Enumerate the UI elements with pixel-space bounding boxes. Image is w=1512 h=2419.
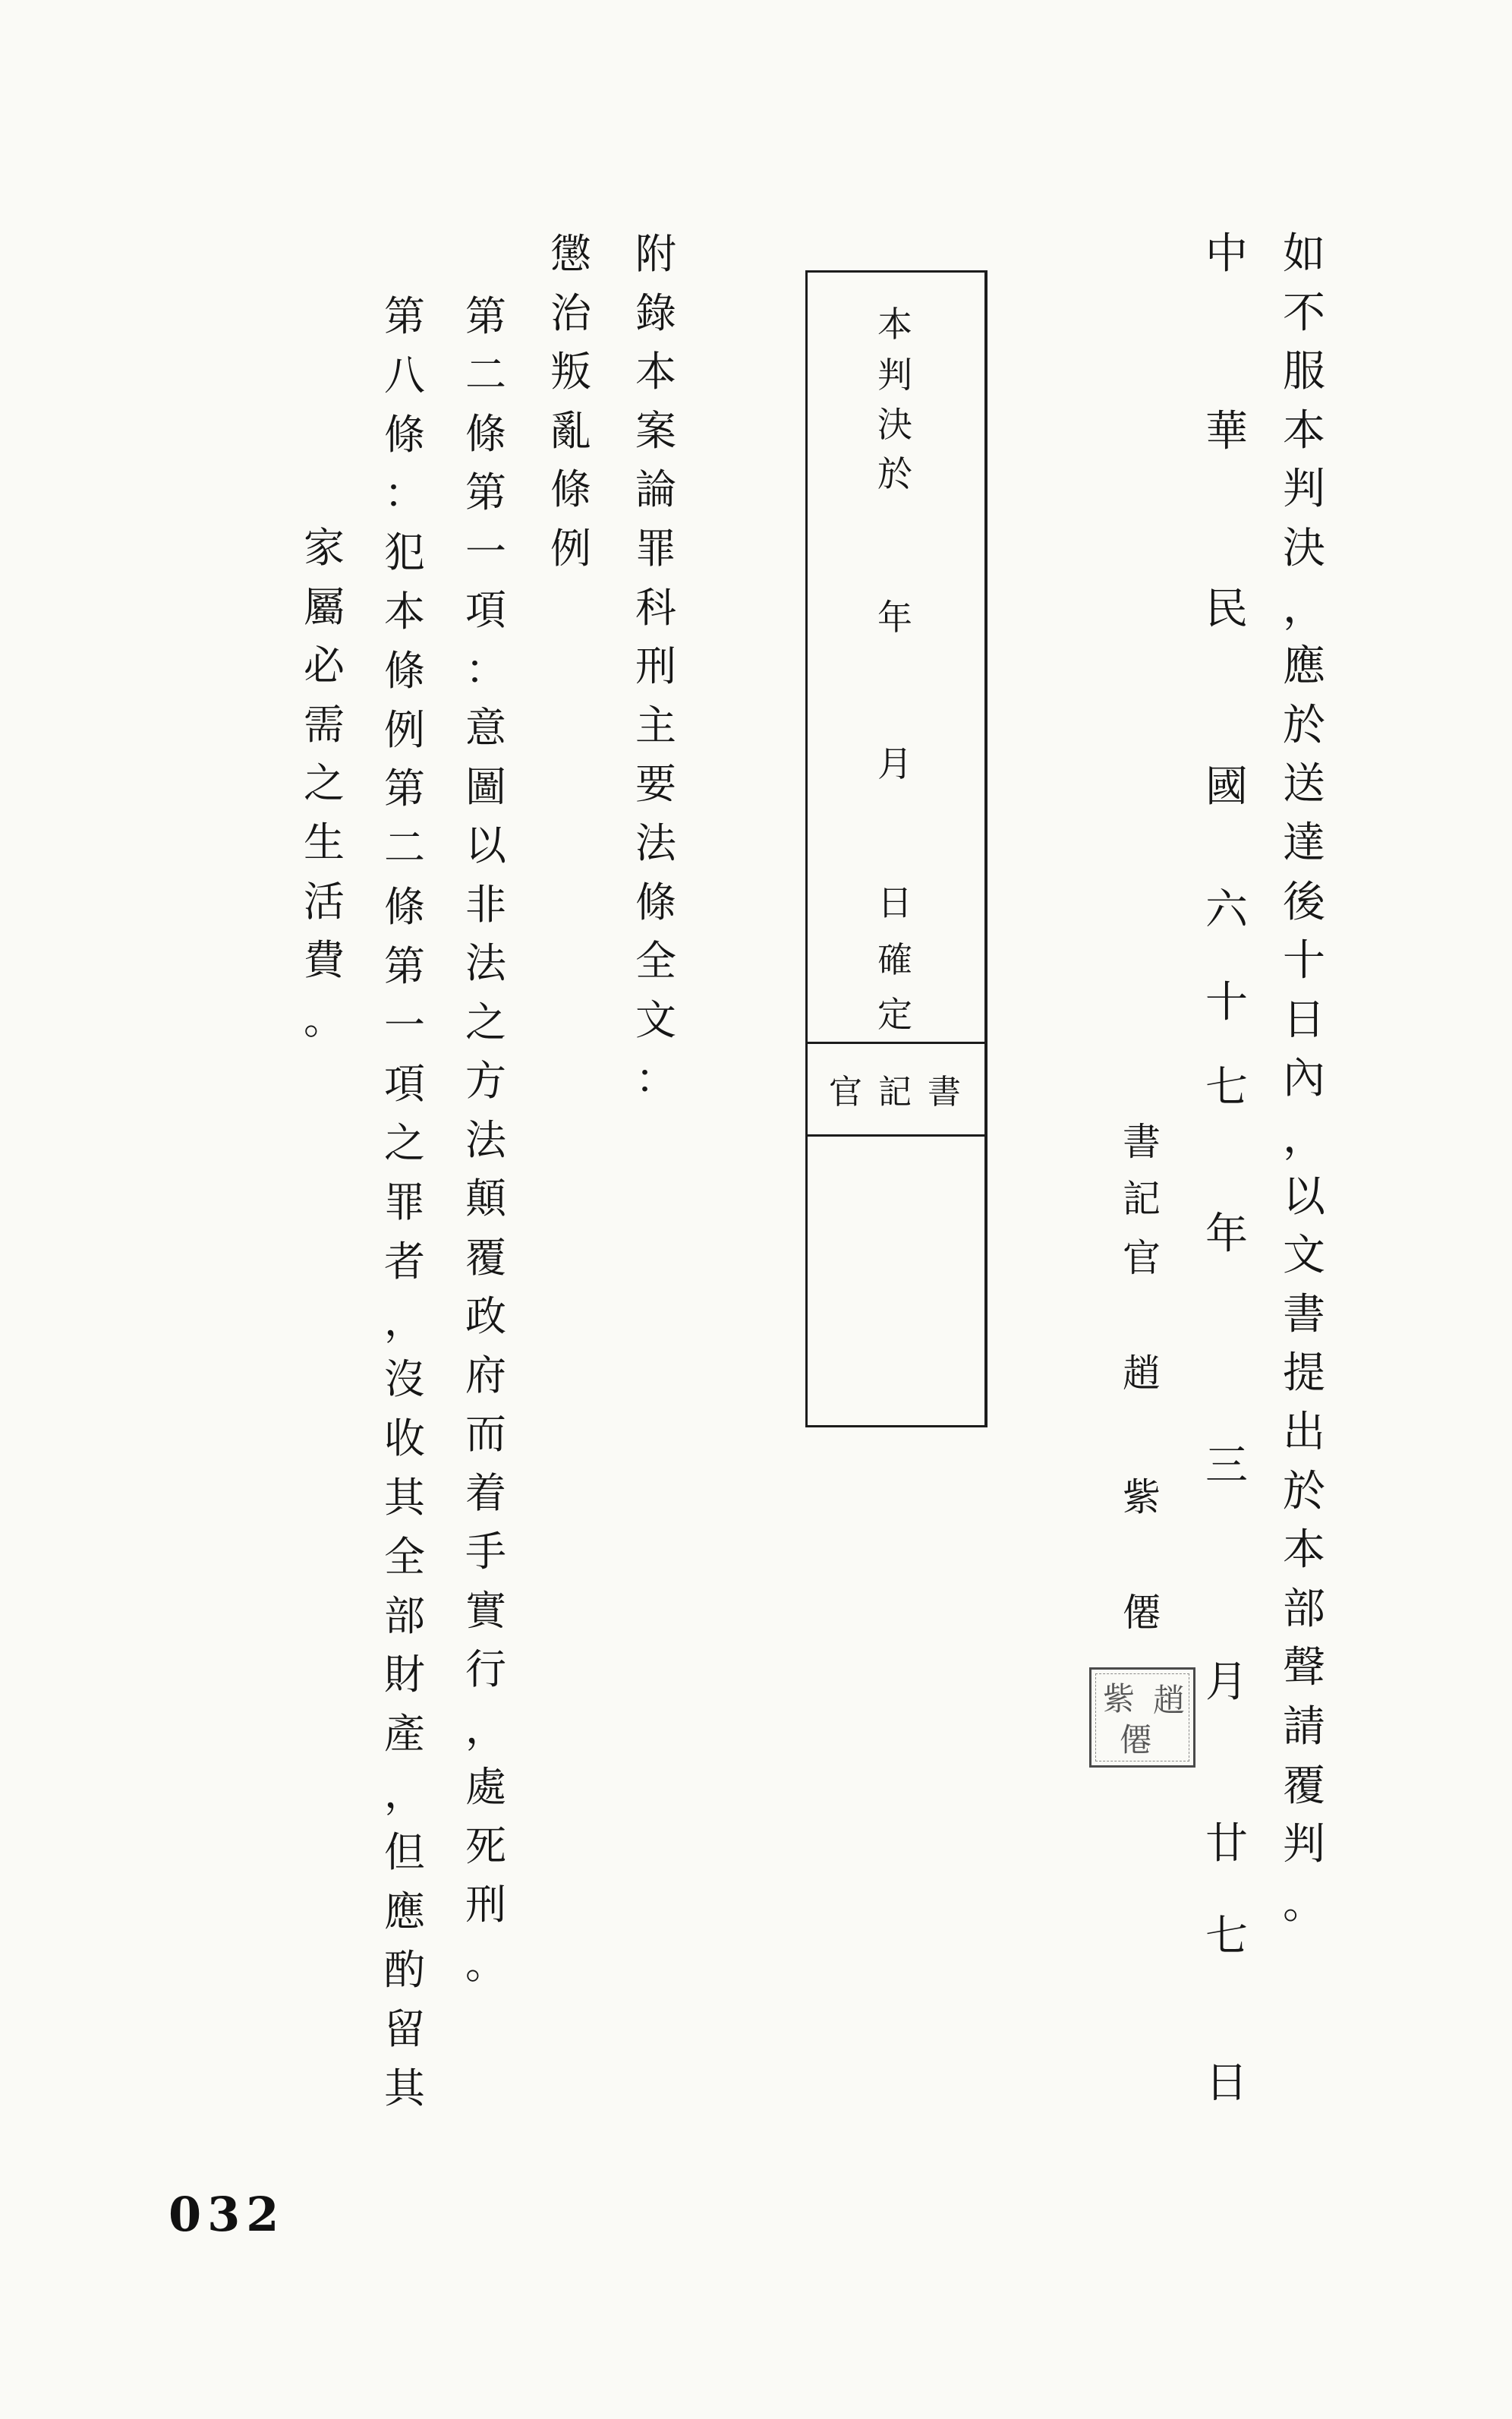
glyph: 文 bbox=[635, 995, 676, 1044]
glyph: ， bbox=[465, 1704, 506, 1752]
confirmation-text bbox=[874, 303, 915, 1035]
glyph: 收 bbox=[383, 1414, 425, 1463]
glyph: ， bbox=[383, 1768, 425, 1817]
glyph: 年 bbox=[1205, 1209, 1248, 1259]
glyph: 中 bbox=[1205, 229, 1248, 279]
glyph: 廿 bbox=[1205, 1818, 1248, 1869]
glyph: 國 bbox=[1205, 762, 1248, 812]
glyph: 民 bbox=[1205, 584, 1248, 634]
glyph: 月 bbox=[1205, 1657, 1248, 1707]
glyph: 政 bbox=[465, 1292, 506, 1341]
glyph: 華 bbox=[1205, 406, 1248, 456]
glyph: 家 bbox=[303, 523, 345, 572]
glyph: 但 bbox=[383, 1828, 425, 1876]
glyph: ： bbox=[635, 1055, 676, 1103]
glyph: 應 bbox=[1282, 642, 1325, 692]
glyph: 以 bbox=[1282, 1172, 1325, 1222]
glyph: 記 bbox=[1123, 1177, 1161, 1221]
glyph: 一 bbox=[465, 527, 506, 576]
glyph: 服 bbox=[1282, 347, 1325, 397]
glyph: 費 bbox=[303, 936, 345, 985]
glyph: 亂 bbox=[550, 406, 591, 455]
glyph: 生 bbox=[303, 818, 345, 866]
glyph: 之 bbox=[303, 759, 345, 808]
glyph: 六 bbox=[1205, 885, 1248, 935]
glyph: 送 bbox=[1282, 759, 1325, 809]
glyph: 書 bbox=[1282, 1289, 1325, 1339]
glyph: 日 bbox=[1205, 2058, 1248, 2108]
glyph: 判 bbox=[1282, 465, 1325, 515]
glyph: 非 bbox=[465, 880, 506, 929]
glyph: 不 bbox=[1282, 288, 1325, 338]
glyph: 日 bbox=[1282, 995, 1325, 1045]
glyph: 處 bbox=[465, 1763, 506, 1812]
glyph: 判 bbox=[877, 354, 912, 396]
glyph: 日 bbox=[877, 882, 912, 923]
glyph: 十 bbox=[1205, 977, 1248, 1027]
glyph: ， bbox=[1282, 582, 1325, 632]
confirmation-clerk-label bbox=[826, 1073, 965, 1113]
box-divider bbox=[808, 1134, 984, 1137]
glyph: 確 bbox=[877, 938, 912, 980]
glyph: 條 bbox=[383, 882, 425, 931]
glyph: 實 bbox=[465, 1586, 506, 1635]
glyph: 官 bbox=[1123, 1236, 1161, 1280]
glyph: 定 bbox=[877, 993, 912, 1035]
glyph: 第 bbox=[383, 941, 425, 990]
glyph: 意 bbox=[465, 704, 506, 752]
seal-lettering bbox=[1100, 1680, 1188, 1759]
glyph: 本 bbox=[1282, 405, 1325, 456]
glyph: 全 bbox=[635, 937, 676, 986]
glyph: 條 bbox=[383, 646, 425, 695]
glyph: 請 bbox=[1282, 1702, 1325, 1752]
glyph: 內 bbox=[1282, 1054, 1325, 1104]
article-8-line bbox=[380, 292, 430, 2114]
glyph: 七 bbox=[1205, 1062, 1248, 1112]
glyph: 判 bbox=[1282, 1820, 1325, 1870]
glyph: ： bbox=[383, 469, 425, 518]
glyph: 顛 bbox=[465, 1175, 506, 1223]
glyph: 以 bbox=[465, 822, 506, 870]
glyph: ： bbox=[465, 645, 506, 693]
glyph: 法 bbox=[465, 939, 506, 988]
glyph: 着 bbox=[465, 1468, 506, 1517]
glyph: 第 bbox=[383, 765, 425, 813]
glyph: 懲 bbox=[550, 229, 591, 278]
glyph: 。 bbox=[1282, 1878, 1325, 1929]
glyph: 死 bbox=[465, 1821, 506, 1870]
box-divider bbox=[808, 1042, 984, 1044]
glyph: 其 bbox=[383, 1473, 425, 1522]
glyph: 聲 bbox=[1282, 1643, 1325, 1693]
glyph: 八 bbox=[383, 351, 425, 399]
glyph: 後 bbox=[1282, 877, 1325, 927]
glyph: 例 bbox=[383, 705, 425, 754]
glyph: 決 bbox=[877, 403, 912, 445]
glyph: 。 bbox=[465, 1939, 506, 1988]
glyph: 覆 bbox=[465, 1233, 506, 1282]
glyph: 者 bbox=[383, 1237, 425, 1285]
glyph: 之 bbox=[383, 1119, 425, 1168]
glyph: 三 bbox=[1205, 1440, 1248, 1490]
glyph: 刑 bbox=[635, 642, 676, 691]
glyph: 項 bbox=[465, 586, 506, 635]
glyph: 覆 bbox=[1282, 1761, 1325, 1811]
glyph: 第 bbox=[465, 468, 506, 517]
glyph: 本 bbox=[635, 348, 676, 396]
glyph: 決 bbox=[1282, 523, 1325, 573]
glyph: 七 bbox=[1205, 1911, 1248, 1961]
glyph: 罪 bbox=[635, 524, 676, 572]
glyph: 記 bbox=[877, 1072, 912, 1112]
glyph: ， bbox=[383, 1296, 425, 1345]
glyph: 產 bbox=[383, 1710, 425, 1758]
judgment-date bbox=[1201, 229, 1252, 2108]
glyph: 必 bbox=[303, 642, 345, 690]
glyph: 於 bbox=[1282, 1466, 1325, 1516]
glyph: 方 bbox=[465, 1057, 506, 1105]
glyph: 僊 bbox=[1119, 1720, 1151, 1758]
glyph: 應 bbox=[383, 1887, 425, 1935]
glyph: 第 bbox=[383, 292, 425, 340]
glyph: 全 bbox=[383, 1532, 425, 1581]
glyph: 書 bbox=[1123, 1120, 1161, 1164]
glyph: 沒 bbox=[383, 1355, 425, 1404]
glyph: 於 bbox=[877, 453, 912, 494]
glyph: 部 bbox=[383, 1591, 425, 1640]
glyph: 趙 bbox=[1123, 1351, 1161, 1396]
glyph: 。 bbox=[303, 995, 345, 1043]
glyph: 官 bbox=[828, 1072, 862, 1112]
glyph: 書 bbox=[927, 1072, 961, 1112]
glyph: 治 bbox=[550, 289, 591, 337]
glyph: 之 bbox=[465, 998, 506, 1046]
glyph: 罪 bbox=[383, 1178, 425, 1226]
glyph: 主 bbox=[635, 701, 676, 749]
glyph: 行 bbox=[465, 1645, 506, 1694]
glyph: 而 bbox=[465, 1410, 506, 1459]
glyph: 錄 bbox=[635, 289, 676, 337]
glyph: 屬 bbox=[303, 582, 345, 631]
glyph: 第 bbox=[465, 292, 506, 340]
glyph: 年 bbox=[877, 596, 912, 638]
page-number: 032 bbox=[169, 2187, 285, 2242]
glyph: 紫 bbox=[1102, 1679, 1135, 1717]
glyph: 手 bbox=[465, 1528, 506, 1576]
glyph: 酌 bbox=[383, 1946, 425, 1995]
glyph: 月 bbox=[877, 743, 912, 784]
glyph: 留 bbox=[383, 2005, 425, 2054]
glyph: 項 bbox=[383, 1060, 425, 1109]
glyph: 出 bbox=[1282, 1407, 1325, 1457]
glyph: 例 bbox=[550, 524, 591, 572]
appendix-heading bbox=[632, 230, 681, 1104]
glyph: 要 bbox=[635, 760, 676, 809]
glyph: 財 bbox=[383, 1651, 425, 1699]
glyph: 活 bbox=[303, 877, 345, 926]
glyph: 條 bbox=[550, 465, 591, 514]
glyph: 需 bbox=[303, 700, 345, 749]
glyph: 其 bbox=[383, 2064, 425, 2112]
glyph: 科 bbox=[635, 583, 676, 632]
glyph: 案 bbox=[635, 406, 676, 455]
appeal-notice bbox=[1278, 229, 1329, 1929]
glyph: 如 bbox=[1282, 229, 1325, 279]
glyph: 提 bbox=[1282, 1348, 1325, 1399]
glyph: 本 bbox=[1282, 1525, 1325, 1575]
article-8-line bbox=[300, 524, 349, 1045]
glyph: 二 bbox=[465, 351, 506, 399]
glyph: 附 bbox=[635, 229, 676, 278]
glyph: ， bbox=[1282, 1112, 1325, 1162]
glyph: 叛 bbox=[550, 348, 591, 396]
glyph: 十 bbox=[1282, 936, 1325, 986]
glyph: 二 bbox=[383, 824, 425, 872]
article-2-text bbox=[461, 292, 511, 1989]
glyph: 條 bbox=[383, 410, 425, 459]
glyph: 法 bbox=[465, 1115, 506, 1164]
glyph: 條 bbox=[635, 878, 676, 926]
glyph: 府 bbox=[465, 1351, 506, 1399]
glyph: 法 bbox=[635, 818, 676, 867]
glyph: 文 bbox=[1282, 1231, 1325, 1281]
glyph: 僊 bbox=[1123, 1591, 1161, 1635]
glyph: 紫 bbox=[1123, 1475, 1161, 1519]
glyph: 一 bbox=[383, 1001, 425, 1049]
glyph: 於 bbox=[1282, 700, 1325, 750]
glyph: 達 bbox=[1282, 818, 1325, 868]
glyph: 本 bbox=[877, 303, 912, 345]
clerk-title bbox=[1119, 1119, 1164, 1281]
glyph: 圖 bbox=[465, 762, 506, 811]
statute-title bbox=[547, 230, 596, 574]
glyph: 條 bbox=[465, 409, 506, 458]
glyph: 部 bbox=[1282, 1584, 1325, 1634]
glyph: 論 bbox=[635, 465, 676, 514]
glyph: 刑 bbox=[465, 1881, 506, 1929]
glyph: 趙 bbox=[1152, 1681, 1185, 1719]
glyph: 本 bbox=[383, 587, 425, 636]
clerk-name bbox=[1119, 1351, 1164, 1635]
glyph: 犯 bbox=[383, 528, 425, 577]
